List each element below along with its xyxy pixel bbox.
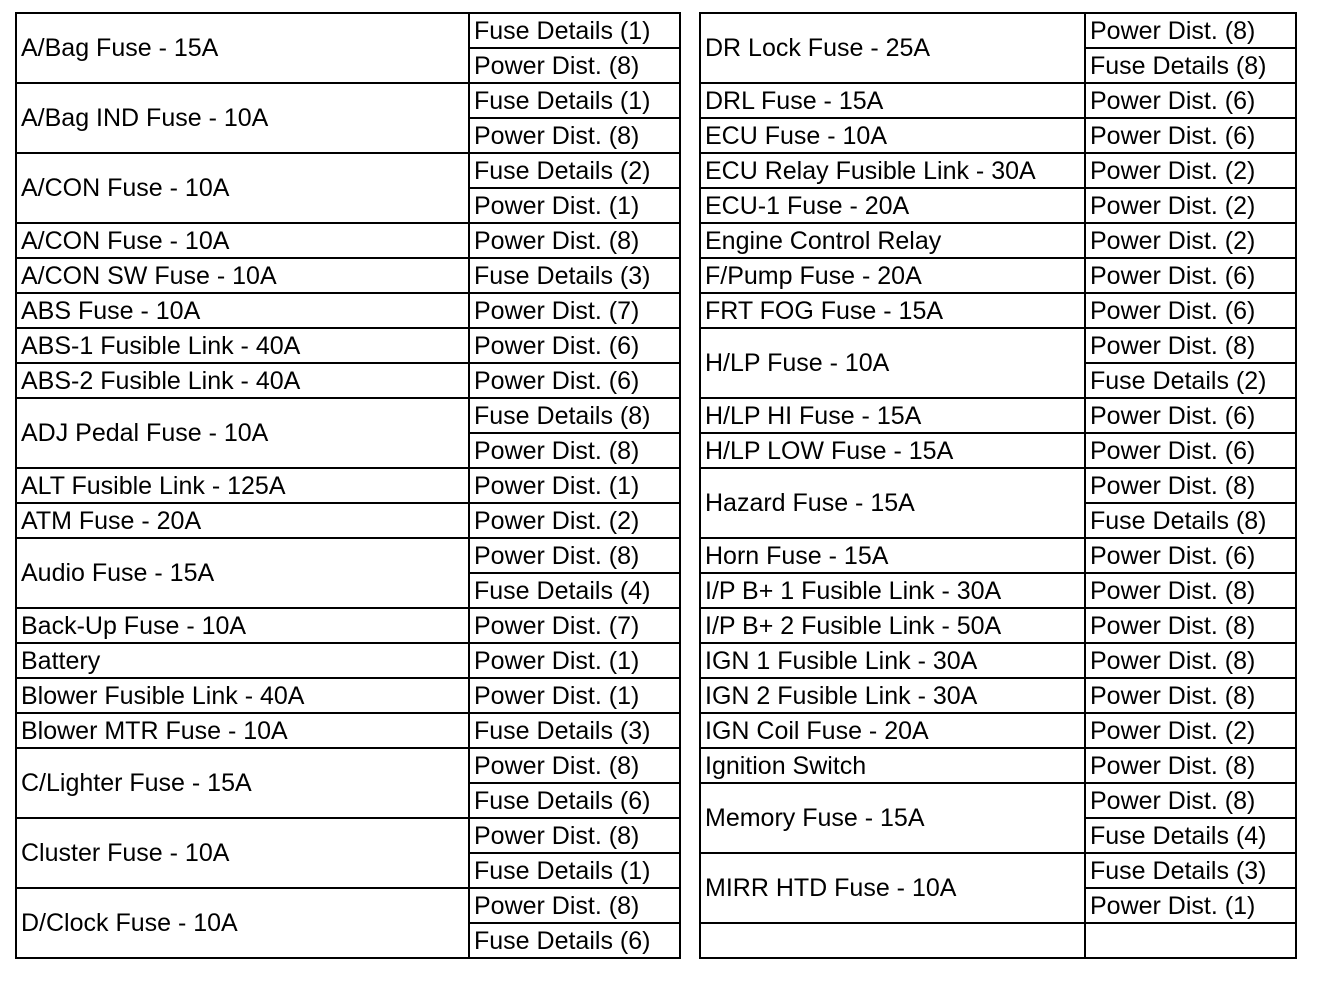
location-reference: Fuse Details (6) bbox=[469, 923, 680, 958]
component-name: Blower MTR Fuse - 10A bbox=[16, 713, 469, 748]
component-name: Hazard Fuse - 15A bbox=[700, 468, 1085, 538]
location-reference bbox=[1085, 923, 1296, 958]
component-name: DR Lock Fuse - 25A bbox=[700, 13, 1085, 83]
location-reference: Power Dist. (6) bbox=[1085, 433, 1296, 468]
location-reference: Fuse Details (8) bbox=[469, 398, 680, 433]
location-reference: Power Dist. (2) bbox=[1085, 153, 1296, 188]
right-index-table bbox=[699, 12, 1297, 959]
location-reference: Power Dist. (7) bbox=[469, 608, 680, 643]
component-name: F/Pump Fuse - 20A bbox=[700, 258, 1085, 293]
table-row bbox=[16, 153, 680, 188]
table-row bbox=[700, 118, 1296, 153]
table-row bbox=[700, 923, 1296, 958]
location-reference: Fuse Details (8) bbox=[1085, 48, 1296, 83]
table-row bbox=[16, 258, 680, 293]
component-name: C/Lighter Fuse - 15A bbox=[16, 748, 469, 818]
location-reference: Power Dist. (7) bbox=[469, 293, 680, 328]
component-name: A/CON Fuse - 10A bbox=[16, 223, 469, 258]
location-reference: Fuse Details (3) bbox=[1085, 853, 1296, 888]
location-reference: Power Dist. (8) bbox=[1085, 468, 1296, 503]
location-reference: Power Dist. (2) bbox=[469, 503, 680, 538]
component-name: H/LP LOW Fuse - 15A bbox=[700, 433, 1085, 468]
location-reference: Power Dist. (8) bbox=[469, 538, 680, 573]
location-reference: Power Dist. (2) bbox=[1085, 223, 1296, 258]
location-reference: Fuse Details (3) bbox=[469, 258, 680, 293]
table-row bbox=[700, 13, 1296, 48]
component-name: Audio Fuse - 15A bbox=[16, 538, 469, 608]
table-row bbox=[16, 608, 680, 643]
component-name: Battery bbox=[16, 643, 469, 678]
table-row bbox=[16, 293, 680, 328]
component-name: Horn Fuse - 15A bbox=[700, 538, 1085, 573]
location-reference: Power Dist. (8) bbox=[469, 818, 680, 853]
location-reference: Fuse Details (1) bbox=[469, 853, 680, 888]
component-name: ATM Fuse - 20A bbox=[16, 503, 469, 538]
location-reference: Power Dist. (6) bbox=[1085, 118, 1296, 153]
table-row bbox=[16, 713, 680, 748]
table-row bbox=[16, 468, 680, 503]
table-row bbox=[700, 328, 1296, 363]
table-row bbox=[16, 13, 680, 48]
location-reference: Power Dist. (1) bbox=[469, 643, 680, 678]
table-row bbox=[700, 538, 1296, 573]
table-row bbox=[16, 328, 680, 363]
location-reference: Power Dist. (8) bbox=[469, 748, 680, 783]
table-row bbox=[16, 83, 680, 118]
table-row bbox=[700, 188, 1296, 223]
table-row bbox=[700, 643, 1296, 678]
table-row bbox=[16, 223, 680, 258]
component-name: ABS-1 Fusible Link - 40A bbox=[16, 328, 469, 363]
table-row bbox=[700, 468, 1296, 503]
location-reference: Power Dist. (1) bbox=[469, 188, 680, 223]
table-row bbox=[16, 398, 680, 433]
table-row bbox=[16, 748, 680, 783]
location-reference: Power Dist. (8) bbox=[1085, 783, 1296, 818]
component-name: H/LP Fuse - 10A bbox=[700, 328, 1085, 398]
location-reference: Fuse Details (3) bbox=[469, 713, 680, 748]
table-row bbox=[700, 748, 1296, 783]
component-name: DRL Fuse - 15A bbox=[700, 83, 1085, 118]
component-name: ABS Fuse - 10A bbox=[16, 293, 469, 328]
table-row bbox=[700, 573, 1296, 608]
component-name: MIRR HTD Fuse - 10A bbox=[700, 853, 1085, 923]
component-name: I/P B+ 2 Fusible Link - 50A bbox=[700, 608, 1085, 643]
location-reference: Power Dist. (6) bbox=[1085, 83, 1296, 118]
component-name: ECU-1 Fuse - 20A bbox=[700, 188, 1085, 223]
component-name: IGN Coil Fuse - 20A bbox=[700, 713, 1085, 748]
location-reference: Power Dist. (8) bbox=[1085, 608, 1296, 643]
location-reference: Power Dist. (8) bbox=[469, 48, 680, 83]
table-row bbox=[700, 258, 1296, 293]
component-name: ECU Relay Fusible Link - 30A bbox=[700, 153, 1085, 188]
location-reference: Power Dist. (8) bbox=[469, 888, 680, 923]
component-name: Cluster Fuse - 10A bbox=[16, 818, 469, 888]
component-name: A/CON SW Fuse - 10A bbox=[16, 258, 469, 293]
location-reference: Power Dist. (6) bbox=[469, 328, 680, 363]
component-name: A/Bag IND Fuse - 10A bbox=[16, 83, 469, 153]
location-reference: Power Dist. (1) bbox=[469, 678, 680, 713]
location-reference: Power Dist. (1) bbox=[1085, 888, 1296, 923]
component-name: ALT Fusible Link - 125A bbox=[16, 468, 469, 503]
left-index-table bbox=[15, 12, 681, 959]
location-reference: Power Dist. (8) bbox=[1085, 748, 1296, 783]
component-name: H/LP HI Fuse - 15A bbox=[700, 398, 1085, 433]
location-reference: Power Dist. (2) bbox=[1085, 713, 1296, 748]
table-row bbox=[16, 503, 680, 538]
location-reference: Power Dist. (8) bbox=[1085, 13, 1296, 48]
location-reference: Power Dist. (8) bbox=[1085, 678, 1296, 713]
table-row bbox=[700, 433, 1296, 468]
component-name: Memory Fuse - 15A bbox=[700, 783, 1085, 853]
component-name: A/CON Fuse - 10A bbox=[16, 153, 469, 223]
table-row bbox=[16, 888, 680, 923]
component-name: ADJ Pedal Fuse - 10A bbox=[16, 398, 469, 468]
location-reference: Fuse Details (4) bbox=[469, 573, 680, 608]
location-reference: Power Dist. (8) bbox=[469, 223, 680, 258]
table-row bbox=[700, 83, 1296, 118]
component-name: Ignition Switch bbox=[700, 748, 1085, 783]
table-row bbox=[700, 678, 1296, 713]
location-reference: Power Dist. (6) bbox=[469, 363, 680, 398]
table-row bbox=[700, 398, 1296, 433]
location-reference: Power Dist. (8) bbox=[469, 118, 680, 153]
component-name: IGN 1 Fusible Link - 30A bbox=[700, 643, 1085, 678]
component-name bbox=[700, 923, 1085, 958]
location-reference: Fuse Details (1) bbox=[469, 13, 680, 48]
location-reference: Fuse Details (2) bbox=[469, 153, 680, 188]
component-name: Engine Control Relay bbox=[700, 223, 1085, 258]
location-reference: Power Dist. (1) bbox=[469, 468, 680, 503]
location-reference: Fuse Details (1) bbox=[469, 83, 680, 118]
table-row bbox=[700, 713, 1296, 748]
right-table-body bbox=[700, 13, 1296, 958]
component-name: I/P B+ 1 Fusible Link - 30A bbox=[700, 573, 1085, 608]
location-reference: Fuse Details (8) bbox=[1085, 503, 1296, 538]
component-name: Back-Up Fuse - 10A bbox=[16, 608, 469, 643]
left-table-body bbox=[16, 13, 680, 958]
component-name: A/Bag Fuse - 15A bbox=[16, 13, 469, 83]
location-reference: Power Dist. (8) bbox=[1085, 573, 1296, 608]
table-row bbox=[700, 153, 1296, 188]
location-reference: Fuse Details (4) bbox=[1085, 818, 1296, 853]
component-name: D/Clock Fuse - 10A bbox=[16, 888, 469, 958]
table-row bbox=[16, 643, 680, 678]
location-reference: Power Dist. (6) bbox=[1085, 538, 1296, 573]
component-name: ECU Fuse - 10A bbox=[700, 118, 1085, 153]
component-name: IGN 2 Fusible Link - 30A bbox=[700, 678, 1085, 713]
component-name: ABS-2 Fusible Link - 40A bbox=[16, 363, 469, 398]
table-row bbox=[700, 783, 1296, 818]
location-reference: Fuse Details (2) bbox=[1085, 363, 1296, 398]
location-reference: Power Dist. (8) bbox=[1085, 328, 1296, 363]
location-reference: Power Dist. (6) bbox=[1085, 258, 1296, 293]
table-row bbox=[700, 608, 1296, 643]
table-row bbox=[700, 223, 1296, 258]
table-row bbox=[16, 678, 680, 713]
component-name: FRT FOG Fuse - 15A bbox=[700, 293, 1085, 328]
location-reference: Power Dist. (2) bbox=[1085, 188, 1296, 223]
table-row bbox=[700, 293, 1296, 328]
location-reference: Power Dist. (6) bbox=[1085, 293, 1296, 328]
component-name: Blower Fusible Link - 40A bbox=[16, 678, 469, 713]
location-reference: Power Dist. (8) bbox=[469, 433, 680, 468]
location-reference: Power Dist. (8) bbox=[1085, 643, 1296, 678]
location-reference: Power Dist. (6) bbox=[1085, 398, 1296, 433]
table-row bbox=[16, 538, 680, 573]
table-row bbox=[700, 853, 1296, 888]
location-reference: Fuse Details (6) bbox=[469, 783, 680, 818]
table-row bbox=[16, 818, 680, 853]
table-row bbox=[16, 363, 680, 398]
